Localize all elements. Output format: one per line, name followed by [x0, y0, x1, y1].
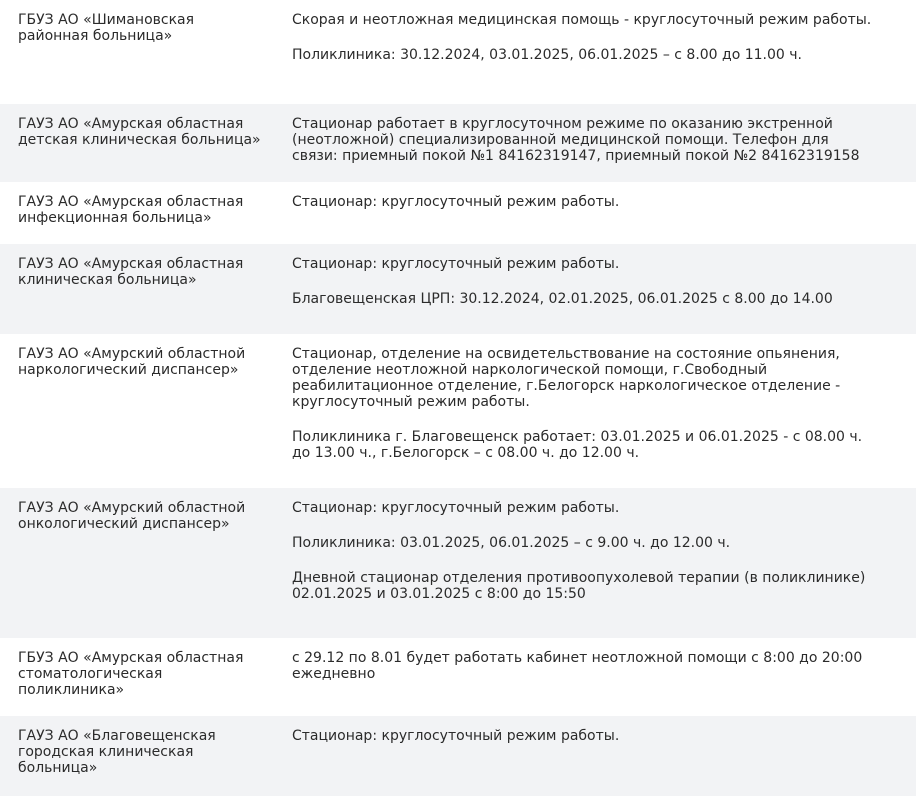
table-row	[0, 716, 916, 796]
schedule-text: Скорая и неотложная медицинская помощь - круглосуточный режим работы.	[292, 12, 872, 28]
schedule-info-cell	[292, 728, 916, 796]
table-row	[0, 638, 916, 716]
schedule-text: Дневной стационар отделения противоопухолевой терапии (в поликлинике) 02.01.2025 и 03.01.2025 с 8:00 до 15:50	[292, 570, 866, 602]
institution-name: ГАУЗ АО «Амурская областная инфекционная больница»	[18, 194, 244, 226]
table-row	[0, 488, 916, 638]
institution-name: ГБУЗ АО «Шимановская районная больница»	[18, 12, 195, 44]
schedule-info-cell	[292, 194, 916, 244]
institution-name-cell	[0, 256, 292, 334]
institution-name-cell	[0, 728, 292, 796]
institution-name: ГАУЗ АО «Благовещенская городская клиническая больница»	[18, 728, 216, 776]
institution-name-cell	[0, 12, 292, 104]
schedule-text: Стационар: круглосуточный режим работы.	[292, 728, 620, 744]
institution-name-cell	[0, 116, 292, 182]
schedule-text: Поликлиника г. Благовещенск работает: 03.01.2025 и 06.01.2025 - с 08.00 ч. до 13.00 ч., г.Белогорск – с 08.00 ч. до 12.00 ч.	[292, 429, 863, 461]
schedule-text: Стационар: круглосуточный режим работы.	[292, 500, 620, 516]
schedule-text: Стационар: круглосуточный режим работы.	[292, 194, 620, 210]
schedule-text: Стационар: круглосуточный режим работы.	[292, 256, 620, 272]
institution-name: ГАУЗ АО «Амурский областной онкологический диспансер»	[18, 500, 246, 532]
schedule-text: с 29.12 по 8.01 будет работать кабинет неотложной помощи с 8:00 до 20:00 ежедневно	[292, 650, 863, 682]
schedule-text: Стационар, отделение на освидетельствование на состояние опьянения, отделение неотложной наркологической помощи, г.Свободный реабилитационное отделение, г.Белогорск наркологическое отделение - круглосуточный режим работы.	[292, 346, 841, 410]
institution-name: ГАУЗ АО «Амурская областная клиническая больница»	[18, 256, 244, 288]
schedule-info-cell	[292, 500, 916, 638]
institution-name-cell	[0, 500, 292, 638]
schedule-info-cell	[292, 256, 916, 334]
table-row	[0, 182, 916, 244]
schedule-text: Поликлиника: 30.12.2024, 03.01.2025, 06.01.2025 – с 8.00 до 11.00 ч.	[292, 47, 802, 63]
table-row	[0, 334, 916, 488]
schedule-text: Благовещенская ЦРП: 30.12.2024, 02.01.2025, 06.01.2025 с 8.00 до 14.00	[292, 291, 833, 307]
schedule-text: Стационар работает в круглосуточном режиме по оказанию экстренной (неотложной) специализированной медицинской помощи. Телефон для связи: приемный покой №1 84162319147, приемный покой №2 84162319158	[292, 116, 860, 164]
table-row	[0, 104, 916, 182]
institution-name: ГАУЗ АО «Амурская областная детская клиническая больница»	[18, 116, 261, 148]
institution-name-cell	[0, 194, 292, 244]
schedule-info-cell	[292, 12, 916, 104]
institution-name: ГБУЗ АО «Амурская областная стоматологическая поликлиника»	[18, 650, 244, 698]
institution-name-cell	[0, 346, 292, 488]
schedule-info-cell	[292, 650, 916, 716]
schedule-info-cell	[292, 346, 916, 488]
table-row	[0, 244, 916, 334]
institution-name: ГАУЗ АО «Амурский областной наркологический диспансер»	[18, 346, 246, 378]
schedule-text: Поликлиника: 03.01.2025, 06.01.2025 – с 9.00 ч. до 12.00 ч.	[292, 535, 731, 551]
institution-name-cell	[0, 650, 292, 716]
table-row	[0, 0, 916, 104]
schedule-info-cell	[292, 116, 916, 182]
